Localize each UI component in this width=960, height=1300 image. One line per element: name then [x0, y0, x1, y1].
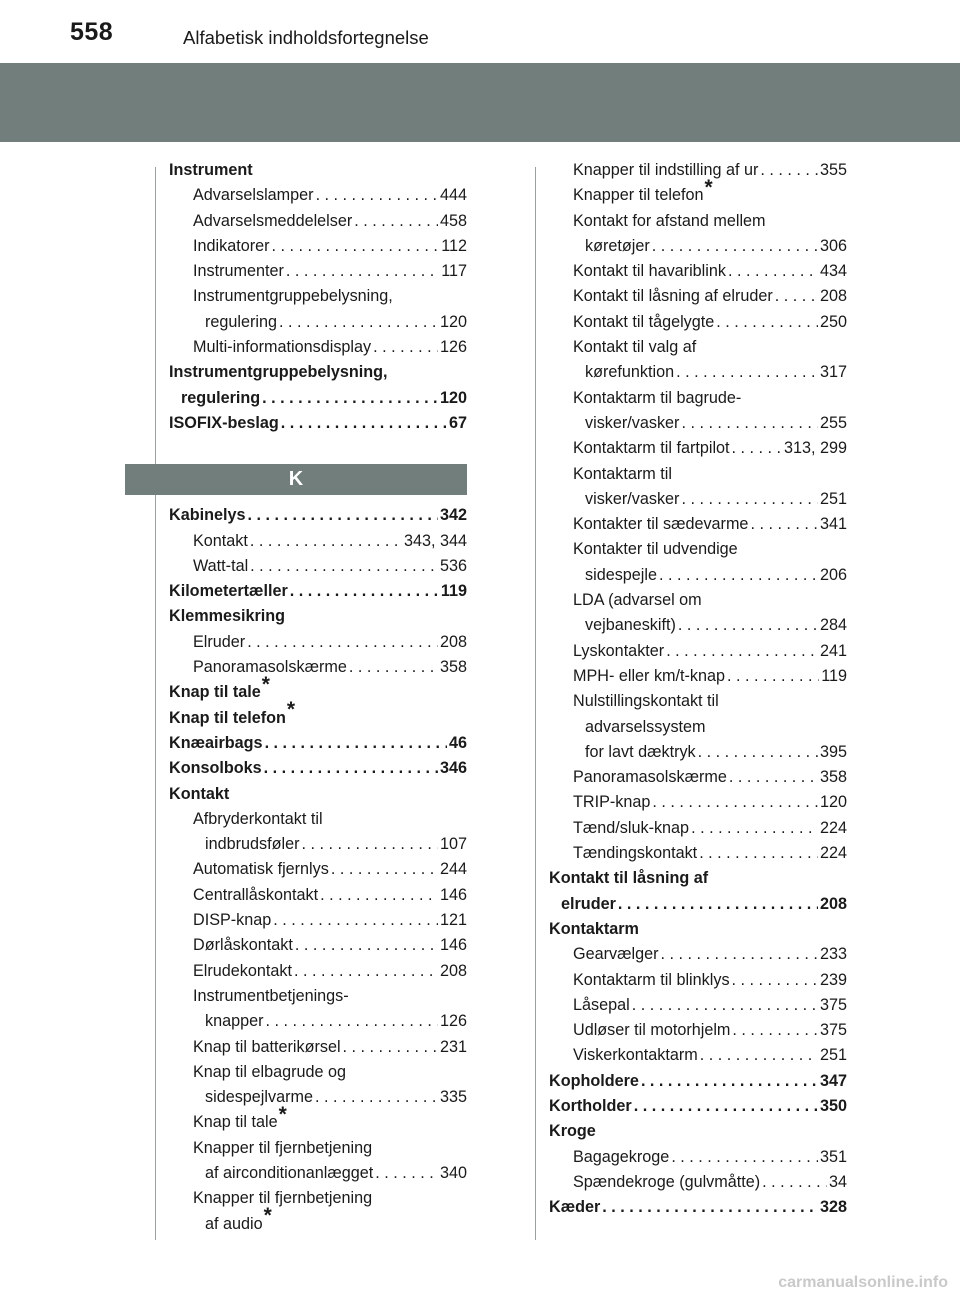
footnote-marker: *	[261, 672, 270, 696]
entry-page: 244	[439, 860, 467, 879]
leader-dots	[262, 386, 438, 411]
watermark: carmanualsonline.info	[778, 1274, 948, 1291]
column-divider-right	[535, 167, 536, 1240]
leader-dots	[375, 1161, 438, 1186]
entry-page: 351	[819, 1147, 847, 1166]
entry-page: 241	[819, 641, 847, 660]
leader-dots	[652, 790, 818, 815]
entry-page: 251	[819, 489, 847, 508]
leader-dots	[775, 284, 818, 309]
leader-dots	[641, 1069, 818, 1094]
index-entry	[169, 529, 467, 554]
leader-dots	[727, 664, 819, 689]
entry-label: sidespejlvarme	[205, 1088, 313, 1107]
entry-page: 208	[439, 632, 467, 651]
index-entry-line: Kontakt til valg af	[573, 338, 697, 357]
leader-dots	[729, 765, 818, 790]
entry-page: 46	[448, 733, 467, 752]
index-entry-line: Instrumentbetjenings-	[193, 986, 349, 1005]
entry-label: visker/vasker	[585, 413, 680, 432]
leader-dots	[750, 512, 818, 537]
leader-dots	[264, 756, 438, 781]
index-entry	[169, 259, 467, 284]
leader-dots	[295, 933, 438, 958]
entry-label: Instrumenter	[193, 262, 284, 281]
entry-label: ISOFIX-beslag	[169, 413, 279, 432]
leader-dots	[247, 503, 438, 528]
index-heading-klemmesikring: Klemmesikring	[169, 607, 286, 626]
index-entry	[549, 512, 847, 537]
entry-page: 458	[439, 211, 467, 230]
index-entry-line: Kontakt til låsning af	[549, 869, 709, 888]
entry-label: Elruder	[193, 632, 246, 651]
entry-label: Knap til tale	[193, 1113, 278, 1132]
index-entry	[169, 310, 467, 335]
index-entry	[169, 503, 467, 528]
entry-label: Advarselsmeddelelser	[193, 211, 353, 230]
index-entry	[169, 630, 467, 655]
index-entry	[549, 1145, 847, 1170]
leader-dots	[681, 411, 818, 436]
entry-label: Kontakt til tågelygte	[573, 312, 715, 331]
entry-label: Kæder	[549, 1198, 601, 1217]
entry-label: Kontaktarm til blinklys	[573, 970, 730, 989]
entry-label: MPH- eller km/t-knap	[573, 666, 726, 685]
index-entry	[549, 1018, 847, 1043]
entry-page: 395	[819, 742, 847, 761]
index-entry	[549, 841, 847, 866]
entry-page: 317	[819, 363, 847, 382]
entry-label: Viskerkontaktarm	[573, 1046, 698, 1065]
entry-label: Elrudekontakt	[193, 961, 292, 980]
leader-dots	[659, 563, 818, 588]
entry-page: 206	[819, 565, 847, 584]
index-column-left	[169, 158, 467, 1237]
entry-label: kørefunktion	[585, 363, 675, 382]
index-entry	[169, 857, 467, 882]
entry-page: 347	[819, 1071, 847, 1090]
entry-page: 34	[828, 1172, 847, 1191]
entry-page: 375	[819, 995, 847, 1014]
index-heading-kontaktarm: Kontaktarm	[549, 919, 639, 938]
page-number: 558	[70, 18, 114, 46]
leader-dots	[632, 993, 818, 1018]
entry-page: 341	[819, 515, 847, 534]
index-entry	[549, 765, 847, 790]
footnote-marker: *	[286, 698, 296, 722]
leader-dots	[279, 310, 438, 335]
index-entry	[549, 816, 847, 841]
entry-page: 119	[821, 666, 847, 685]
entry-page: 126	[439, 338, 467, 357]
entry-label: DISP-knap	[193, 911, 272, 930]
index-entry	[169, 1035, 467, 1060]
entry-page: 536	[439, 556, 467, 575]
entry-label: Automatisk fjernlys	[193, 860, 329, 879]
section-letter: K	[288, 468, 304, 491]
leader-dots	[660, 942, 818, 967]
index-entry-line: Afbryderkontakt til	[193, 809, 323, 828]
entry-label: for lavt dæktryk	[585, 742, 696, 761]
leader-dots	[681, 487, 818, 512]
leader-dots	[250, 529, 402, 554]
entry-page: 208	[439, 961, 467, 980]
index-entry	[169, 1085, 467, 1110]
entry-label: knapper	[205, 1012, 264, 1031]
index-entry	[169, 933, 467, 958]
entry-page: 239	[819, 970, 847, 989]
entry-page: 146	[439, 885, 467, 904]
index-entry	[549, 234, 847, 259]
leader-dots	[349, 655, 438, 680]
leader-dots	[728, 259, 818, 284]
index-entry	[169, 756, 467, 781]
index-entry-line	[169, 1204, 467, 1237]
index-entry	[549, 664, 847, 689]
index-heading-instrument: Instrument	[169, 161, 253, 179]
entry-label: Dørlåskontakt	[193, 936, 293, 955]
entry-label: Bagagekroge	[573, 1147, 670, 1166]
leader-dots	[286, 259, 439, 284]
entry-label: Kontakt	[193, 531, 248, 550]
leader-dots	[290, 579, 439, 604]
entry-page: 306	[819, 236, 847, 255]
index-entry	[169, 1009, 467, 1034]
leader-dots	[732, 1018, 818, 1043]
index-entry	[169, 411, 467, 436]
entry-label: af audio	[205, 1214, 263, 1233]
leader-dots	[732, 436, 782, 461]
entry-label: Knapper til telefon	[573, 186, 704, 205]
entry-page: 251	[819, 1046, 847, 1065]
index-entry	[169, 386, 467, 411]
leader-dots	[678, 613, 818, 638]
index-entry	[549, 360, 847, 385]
footnote-marker: *	[263, 1204, 272, 1228]
entry-page: 126	[439, 1012, 467, 1031]
index-column-right	[549, 158, 847, 1220]
footnote-marker: *	[704, 175, 713, 199]
index-entry	[549, 790, 847, 815]
leader-dots	[266, 1009, 438, 1034]
entry-label: Panoramasolskærme	[573, 768, 727, 787]
index-entry	[549, 1170, 847, 1195]
leader-dots	[315, 1085, 438, 1110]
entry-page: 434	[819, 262, 847, 281]
leader-dots	[699, 841, 818, 866]
entry-label: visker/vasker	[585, 489, 680, 508]
entry-page: 346	[439, 759, 467, 778]
leader-dots	[301, 832, 438, 857]
index-entry	[549, 158, 847, 183]
entry-label: vejbaneskift)	[585, 616, 676, 635]
index-entry-line: Kontakt for afstand mellem	[573, 211, 766, 230]
entry-label: Udløser til motorhjelm	[573, 1021, 731, 1040]
index-entry	[169, 655, 467, 680]
entry-page: 328	[819, 1198, 847, 1217]
index-entry-line: Nulstillingskontakt til	[573, 692, 719, 711]
entry-label: Kontakt til havariblink	[573, 262, 726, 281]
entry-label: Panoramasolskærme	[193, 658, 347, 677]
entry-page: 146	[439, 936, 467, 955]
leader-dots	[320, 883, 438, 908]
entry-page: 120	[439, 312, 467, 331]
index-entry	[549, 284, 847, 309]
entry-page: 120	[439, 388, 467, 407]
index-entry	[169, 554, 467, 579]
entry-label: Konsolboks	[169, 759, 262, 778]
entry-label: Kontakt til låsning af elruder	[573, 287, 773, 306]
leader-dots	[762, 1170, 827, 1195]
leader-dots	[698, 740, 818, 765]
index-entry	[549, 1094, 847, 1119]
index-entry	[549, 563, 847, 588]
index-entry-line: Knapper til fjernbetjening	[193, 1138, 373, 1157]
leader-dots	[602, 1195, 818, 1220]
entry-label: Låsepal	[573, 995, 630, 1014]
entry-label: Knapper til indstilling af ur	[573, 161, 759, 179]
leader-dots	[281, 411, 447, 436]
entry-label: køretøjer	[585, 236, 650, 255]
entry-label: Indikatorer	[193, 236, 270, 255]
entry-page: 208	[819, 287, 847, 306]
leader-dots	[691, 816, 818, 841]
entry-label: Kopholdere	[549, 1071, 639, 1090]
entry-page: 284	[819, 616, 847, 635]
index-entry-line	[169, 672, 467, 705]
entry-page: 358	[439, 658, 467, 677]
entry-page: 342	[439, 506, 467, 525]
entry-page: 121	[439, 911, 467, 930]
entry-page: 255	[819, 413, 847, 432]
leader-dots	[373, 335, 438, 360]
leader-dots	[354, 209, 438, 234]
leader-dots	[250, 554, 438, 579]
entry-page: 250	[819, 312, 847, 331]
index-entry	[549, 436, 847, 461]
entry-label: Kabinelys	[169, 506, 246, 525]
entry-page: 375	[819, 1021, 847, 1040]
entry-label: Tændingskontakt	[573, 844, 698, 863]
index-entry	[169, 731, 467, 756]
entry-page: 231	[439, 1037, 467, 1056]
entry-label: Kontakter til sædevarme	[573, 515, 749, 534]
entry-label: Advarselslamper	[193, 186, 314, 205]
index-entry-line: LDA (advarsel om	[573, 591, 702, 610]
header-band	[0, 63, 960, 142]
entry-page: 67	[448, 413, 467, 432]
leader-dots	[294, 959, 438, 984]
index-entry-line: Kontaktarm til	[573, 464, 672, 483]
leader-dots	[671, 1145, 818, 1170]
entry-label: indbrudsføler	[205, 835, 300, 854]
leader-dots	[265, 731, 447, 756]
index-entry	[169, 209, 467, 234]
index-entry	[549, 1043, 847, 1068]
leader-dots	[343, 1035, 438, 1060]
index-entry	[169, 335, 467, 360]
entry-page: 119	[440, 582, 467, 601]
index-entry-line: advarselssystem	[585, 717, 706, 736]
leader-dots	[732, 968, 818, 993]
entry-page: 107	[439, 835, 467, 854]
section-letter-band	[125, 464, 467, 495]
entry-label: Kontaktarm til fartpilot	[573, 439, 730, 458]
entry-page: 208	[819, 894, 847, 913]
entry-page: 313, 299	[783, 439, 847, 458]
entry-page: 358	[819, 768, 847, 787]
footnote-marker: *	[278, 1103, 287, 1126]
leader-dots	[331, 857, 438, 882]
entry-page: 350	[819, 1096, 847, 1115]
entry-page: 224	[819, 844, 847, 863]
entry-page: 343, 344	[403, 531, 467, 550]
index-entry	[549, 1069, 847, 1094]
index-entry	[169, 959, 467, 984]
index-entry	[549, 259, 847, 284]
entry-label: Tænd/sluk-knap	[573, 818, 690, 837]
leader-dots	[273, 908, 438, 933]
entry-label: Knap til telefon	[169, 708, 286, 727]
entry-label: Lyskontakter	[573, 641, 665, 660]
index-entry	[549, 411, 847, 436]
index-entry-line: Instrumentgruppebelysning,	[193, 287, 393, 306]
index-entry-line	[169, 1103, 467, 1135]
entry-label: Watt-tal	[193, 556, 249, 575]
entry-label: sidespejle	[585, 565, 657, 584]
index-entry-line	[549, 175, 847, 208]
index-entry	[549, 310, 847, 335]
index-entry	[169, 908, 467, 933]
page-title: Alfabetisk indholdsfortegnelse	[183, 27, 429, 48]
entry-label: Knap til batterikørsel	[193, 1037, 341, 1056]
entry-label: Kilometertæller	[169, 582, 288, 601]
entry-page: 117	[441, 262, 467, 281]
entry-label: Knap til tale	[169, 683, 261, 702]
index-entry	[169, 234, 467, 259]
index-entry-line: Instrumentgruppebelysning,	[169, 363, 388, 382]
index-entry	[549, 942, 847, 967]
index-entry	[169, 183, 467, 208]
leader-dots	[316, 183, 438, 208]
index-entry	[549, 639, 847, 664]
entry-page: 340	[439, 1163, 467, 1182]
entry-page: 233	[819, 945, 847, 964]
entry-page: 355	[819, 161, 847, 179]
leader-dots	[700, 1043, 818, 1068]
index-entry	[169, 832, 467, 857]
entry-page: 224	[819, 818, 847, 837]
entry-page: 335	[439, 1088, 467, 1107]
leader-dots	[247, 630, 438, 655]
entry-page: 444	[439, 186, 467, 205]
index-entry-line: Knap til elbagrude og	[193, 1062, 346, 1081]
index-entry-line: Kontaktarm til bagrude-	[573, 388, 742, 407]
leader-dots	[271, 234, 439, 259]
leader-dots	[676, 360, 818, 385]
index-entry	[549, 740, 847, 765]
index-entry-line	[169, 698, 467, 731]
index-entry	[549, 993, 847, 1018]
entry-label: Knæairbags	[169, 733, 263, 752]
entry-label: af airconditionanlægget	[205, 1163, 374, 1182]
entry-label: elruder	[561, 894, 616, 913]
leader-dots	[652, 234, 818, 259]
index-heading-kroge: Kroge	[549, 1122, 596, 1141]
leader-dots	[634, 1094, 818, 1119]
index-entry	[549, 613, 847, 638]
entry-label: Kortholder	[549, 1096, 632, 1115]
index-entry	[169, 579, 467, 604]
index-entry-line: Kontakter til udvendige	[573, 540, 738, 559]
entry-label: regulering	[205, 312, 277, 331]
entry-label: Centrallåskontakt	[193, 885, 319, 904]
leader-dots	[618, 892, 818, 917]
leader-dots	[666, 639, 818, 664]
index-entry	[169, 1161, 467, 1186]
leader-dots	[760, 158, 818, 183]
index-entry	[549, 968, 847, 993]
index-entry	[549, 487, 847, 512]
leader-dots	[716, 310, 818, 335]
entry-page: 112	[441, 236, 467, 255]
entry-label: Gearvælger	[573, 945, 659, 964]
index-entry	[169, 883, 467, 908]
column-divider-left	[155, 167, 156, 1240]
entry-label: Spændekroge (gulvmåtte)	[573, 1172, 761, 1191]
index-entry	[549, 1195, 847, 1220]
index-entry	[549, 892, 847, 917]
entry-label: TRIP-knap	[573, 793, 651, 812]
entry-label: regulering	[181, 388, 261, 407]
index-entry-line: Knapper til fjernbetjening	[193, 1189, 373, 1208]
entry-page: 120	[819, 793, 847, 812]
entry-label: Multi-informationsdisplay	[193, 338, 372, 357]
index-heading-kontakt: Kontakt	[169, 784, 230, 803]
